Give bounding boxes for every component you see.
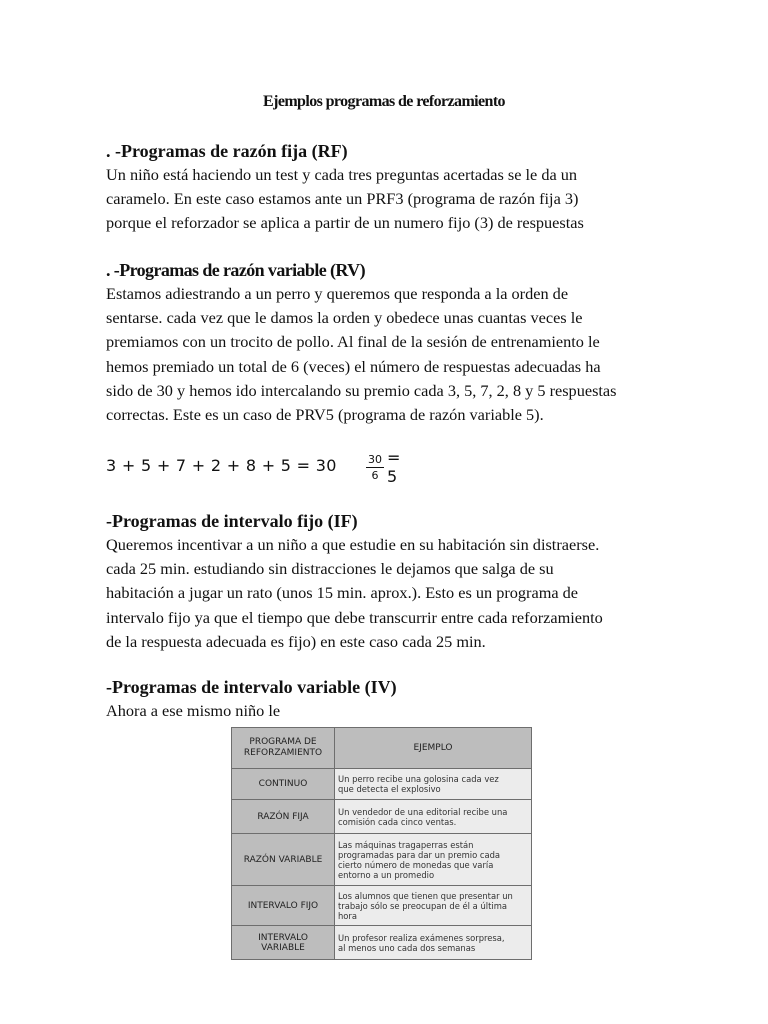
section-heading-rv: . -Programas de razón variable (RV) <box>106 260 365 280</box>
section-razon-variable <box>106 258 666 427</box>
text-line: correctas. Este es un caso de PRV5 (programa de razón variable 5). <box>106 405 544 425</box>
row-example: Los alumnos que tienen que presentar un trabajo sólo se preocupan de él a última hora <box>335 886 532 926</box>
row-label: INTERVALO VARIABLE <box>232 926 335 960</box>
text-line: intervalo fijo ya que el tiempo que debe transcurrir entre cada reforzamiento <box>106 607 603 627</box>
row-example: Un perro recibe una golosina cada vez que detecta el explosivo <box>335 769 532 800</box>
document-title: Ejemplos programas de reforzamiento <box>263 93 505 110</box>
section-heading-iv: -Programas de intervalo variable (IV) <box>106 677 397 697</box>
text-line: de la respuesta adecuada es fijo) en este caso cada 25 min. <box>106 631 486 651</box>
section-heading-rf: . -Programas de razón fija (RF) <box>106 141 348 161</box>
paragraph-rf <box>106 163 666 236</box>
row-label: RAZÓN FIJA <box>232 800 335 834</box>
reinforcement-table-image <box>231 727 532 960</box>
table-row <box>232 834 532 886</box>
reinforcement-table <box>231 727 532 960</box>
text-line: Ahora a ese mismo niño le <box>106 701 281 720</box>
text-line: porque el reforzador se aplica a partir de un numero fijo (3) de respuestas <box>106 213 584 233</box>
text-line: sentarse. cada vez que le damos la orden y obedece unas cuantas veces le <box>106 308 583 328</box>
row-example: Un vendedor de una editorial recibe una comisión cada cinco ventas. <box>335 800 532 834</box>
text-line: cada 25 min. estudiando sin distracciones le dejamos que salga de su <box>106 559 554 579</box>
row-example: Un profesor realiza exámenes sorpresa, al menos uno cada dos semanas <box>335 926 532 960</box>
table-row <box>232 800 532 834</box>
paragraph-rv <box>106 282 666 427</box>
section-intervalo-fijo <box>106 509 666 654</box>
table-header-row <box>232 728 532 769</box>
fraction-result: = 5 <box>387 448 401 486</box>
table-row <box>232 769 532 800</box>
row-label: RAZÓN VARIABLE <box>232 834 335 886</box>
sum-equation: 3 + 5 + 7 + 2 + 8 + 5 = 30 <box>106 456 337 475</box>
table-row <box>232 926 532 960</box>
text-line: caramelo. En este caso estamos ante un PRF3 (programa de razón fija 3) <box>106 189 579 209</box>
text-line: sido de 30 y hemos ido intercalando su premio cada 3, 5, 7, 2, 8 y 5 respuestas <box>106 380 617 400</box>
section-intervalo-variable <box>106 675 666 723</box>
text-line: premiamos con un trocito de pollo. Al final de la sesión de entrenamiento le <box>106 332 600 352</box>
table-header-program: PROGRAMA DE REFORZAMIENTO <box>232 728 335 769</box>
table-row <box>232 886 532 926</box>
row-example: Las máquinas tragaperras están programadas para dar un premio cada cierto número de monedas que varía entorno a un promedio <box>335 834 532 886</box>
section-razon-fija <box>106 139 666 236</box>
fraction-numerator: 30 <box>368 452 382 466</box>
text-line: Estamos adiestrando a un perro y queremos que responda a la orden de <box>106 284 569 303</box>
row-label: CONTINUO <box>232 769 335 800</box>
text-line: Un niño está haciendo un test y cada tres preguntas acertadas se le da un <box>106 165 578 184</box>
text-line: Queremos incentivar a un niño a que estudie en su habitación sin distraerse. <box>106 535 600 554</box>
table-header-example: EJEMPLO <box>335 728 532 769</box>
paragraph-iv <box>106 699 666 723</box>
paragraph-if <box>106 533 666 654</box>
text-line: habitación a jugar un rato (unos 15 min. aprox.). Esto es un programa de <box>106 583 579 603</box>
section-heading-if: -Programas de intervalo fijo (IF) <box>106 511 358 531</box>
fraction-equation <box>366 448 400 486</box>
fraction-denominator: 6 <box>371 468 379 482</box>
row-label: INTERVALO FIJO <box>232 886 335 926</box>
text-line: hemos premiado un total de 6 (veces) el número de respuestas adecuadas ha <box>106 356 601 376</box>
